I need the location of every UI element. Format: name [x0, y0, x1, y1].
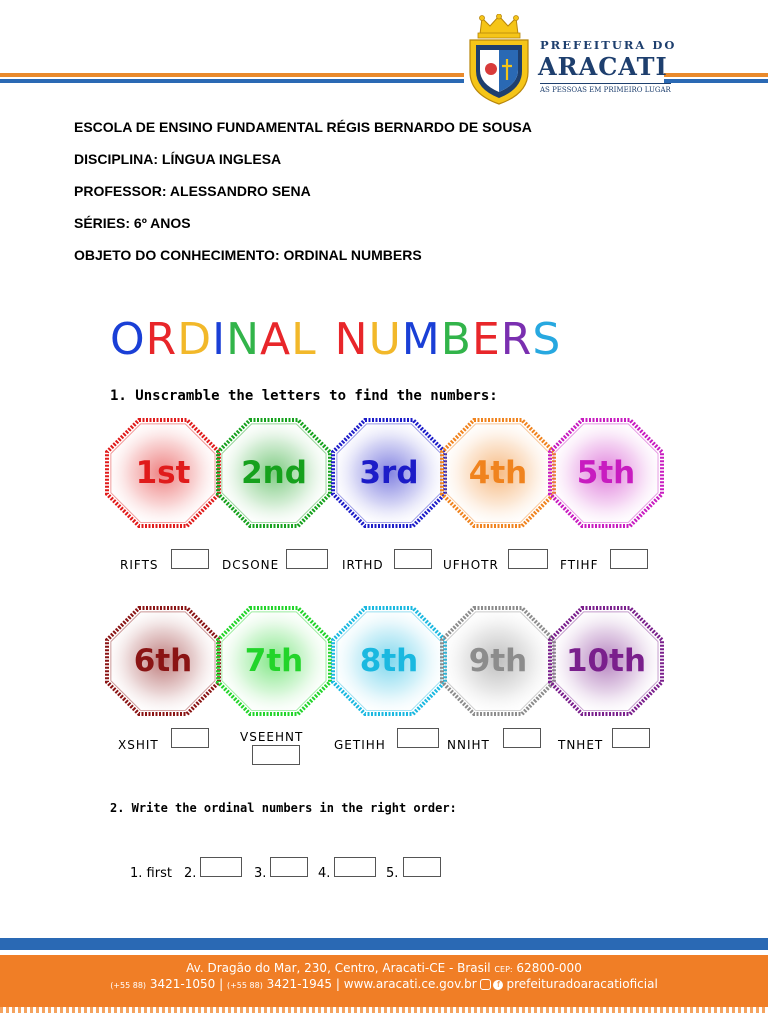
brand-name: ARACATI [538, 52, 668, 81]
footer-cep: 62800-000 [516, 961, 582, 975]
order-answer-box-5[interactable] [403, 857, 441, 877]
title-letter: S [532, 314, 562, 365]
footer-address: Av. Dragão do Mar, 230, Centro, Aracati-CE - Brasil [186, 961, 491, 975]
brand-top-line: PREFEITURA DO [540, 38, 677, 52]
answer-box[interactable] [252, 745, 300, 765]
title-letter: M [401, 314, 441, 365]
worksheet-title [110, 314, 561, 365]
exercise-2-instruction: 2. Write the ordinal numbers in the right order: [110, 801, 457, 815]
badge-label: 8th [359, 643, 419, 679]
answer-box[interactable] [171, 549, 209, 569]
badge-label: 3rd [359, 455, 419, 491]
scrambled-word: UFHOTR [443, 558, 499, 572]
order-label-2: 2. [184, 866, 197, 881]
facebook-icon: f [493, 980, 503, 990]
teacher-line: PROFESSOR: ALESSANDRO SENA [74, 183, 311, 199]
exercise-1-instruction: 1. Unscramble the letters to find the numbers: [110, 388, 498, 404]
ordinal-badge [440, 418, 556, 528]
ordinal-badge [216, 606, 332, 716]
scrambled-word: GETIHH [334, 738, 386, 752]
crest-icon [464, 14, 534, 106]
scrambled-word: VSEEHNT [240, 730, 304, 744]
title-letter: B [440, 314, 472, 365]
scrambled-word: TNHET [558, 738, 604, 752]
ordinal-badge [548, 606, 664, 716]
prefeitura-logo [464, 14, 677, 106]
scrambled-word: DCSONE [222, 558, 280, 572]
order-answer-box-2[interactable] [200, 857, 242, 877]
title-letter: N [334, 314, 369, 365]
title-letter: O [110, 314, 146, 365]
footer-website[interactable]: www.aracati.ce.gov.br [343, 977, 477, 991]
title-letter: I [212, 314, 227, 365]
footer-phone-prefix-1: (+55 88) [110, 981, 147, 990]
footer-phone-1: 3421-1050 [149, 977, 216, 991]
answer-box[interactable] [286, 549, 328, 569]
footer-address-line [0, 961, 768, 975]
order-answer-box-3[interactable] [270, 857, 308, 877]
ordinal-badge [548, 418, 664, 528]
school-name: ESCOLA DE ENSINO FUNDAMENTAL RÉGIS BERNARDO DE SOUSA [74, 119, 532, 135]
scrambled-word: NNIHT [447, 738, 490, 752]
scrambled-word: XSHIT [118, 738, 159, 752]
order-label-5: 5. [386, 866, 399, 881]
title-letter: A [260, 314, 292, 365]
answer-box[interactable] [508, 549, 548, 569]
answer-box[interactable] [503, 728, 541, 748]
footer-phone-2: 3421-1945 [266, 977, 333, 991]
ordinal-badge [440, 606, 556, 716]
footer-social[interactable]: prefeituradoaracatioficial [506, 977, 658, 991]
scrambled-word: RIFTS [120, 558, 159, 572]
ordinal-badge [216, 418, 332, 528]
ordinal-badge [331, 606, 447, 716]
order-label-4: 4. [318, 866, 331, 881]
scrambled-word: IRTHD [342, 558, 384, 572]
subject-line: DISCIPLINA: LÍNGUA INGLESA [74, 151, 282, 167]
answer-box[interactable] [394, 549, 432, 569]
badge-label: 10th [565, 643, 647, 679]
footer-cep-label: CEP: [494, 965, 513, 974]
title-letter: N [226, 314, 261, 365]
ordinal-badge [105, 418, 221, 528]
title-letter: D [177, 314, 213, 365]
order-label-3: 3. [254, 866, 267, 881]
order-answer-box-4[interactable] [334, 857, 376, 877]
order-first: 1. first [130, 866, 172, 881]
instagram-icon [480, 979, 491, 990]
title-letter: R [145, 314, 178, 365]
grades-line: SÉRIES: 6º ANOS [74, 215, 191, 231]
answer-box[interactable] [397, 728, 439, 748]
scrambled-word: FTIHF [560, 558, 599, 572]
badge-label: 7th [244, 643, 304, 679]
badge-label: 5th [576, 455, 636, 491]
badge-label: 6th [133, 643, 193, 679]
badge-label: 1st [135, 455, 191, 491]
answer-box[interactable] [612, 728, 650, 748]
title-letter: R [500, 314, 533, 365]
footer-stripe-blue [0, 938, 768, 950]
footer-phone-prefix-2: (+55 88) [226, 981, 263, 990]
answer-box[interactable] [610, 549, 648, 569]
badge-label: 2nd [241, 455, 307, 491]
brand-tagline: AS PESSOAS EM PRIMEIRO LUGAR [540, 83, 671, 94]
footer-contact-line: (+55 88) 3421-1050 | (+55 88) 3421-1945 | www.aracati.ce.gov.br f prefeituradoaracatioficial [110, 977, 658, 991]
badge-label: 9th [468, 643, 528, 679]
footer-bar [0, 955, 768, 1007]
ordinal-badge [105, 606, 221, 716]
ordinal-badge [331, 418, 447, 528]
title-letter: U [368, 314, 402, 365]
footer-border-pattern [0, 1007, 768, 1013]
badge-label: 4th [468, 455, 528, 491]
title-letter: E [471, 314, 501, 365]
title-letter: L [291, 314, 317, 365]
answer-box[interactable] [171, 728, 209, 748]
topic-line: OBJETO DO CONHECIMENTO: ORDINAL NUMBERS [74, 247, 422, 263]
